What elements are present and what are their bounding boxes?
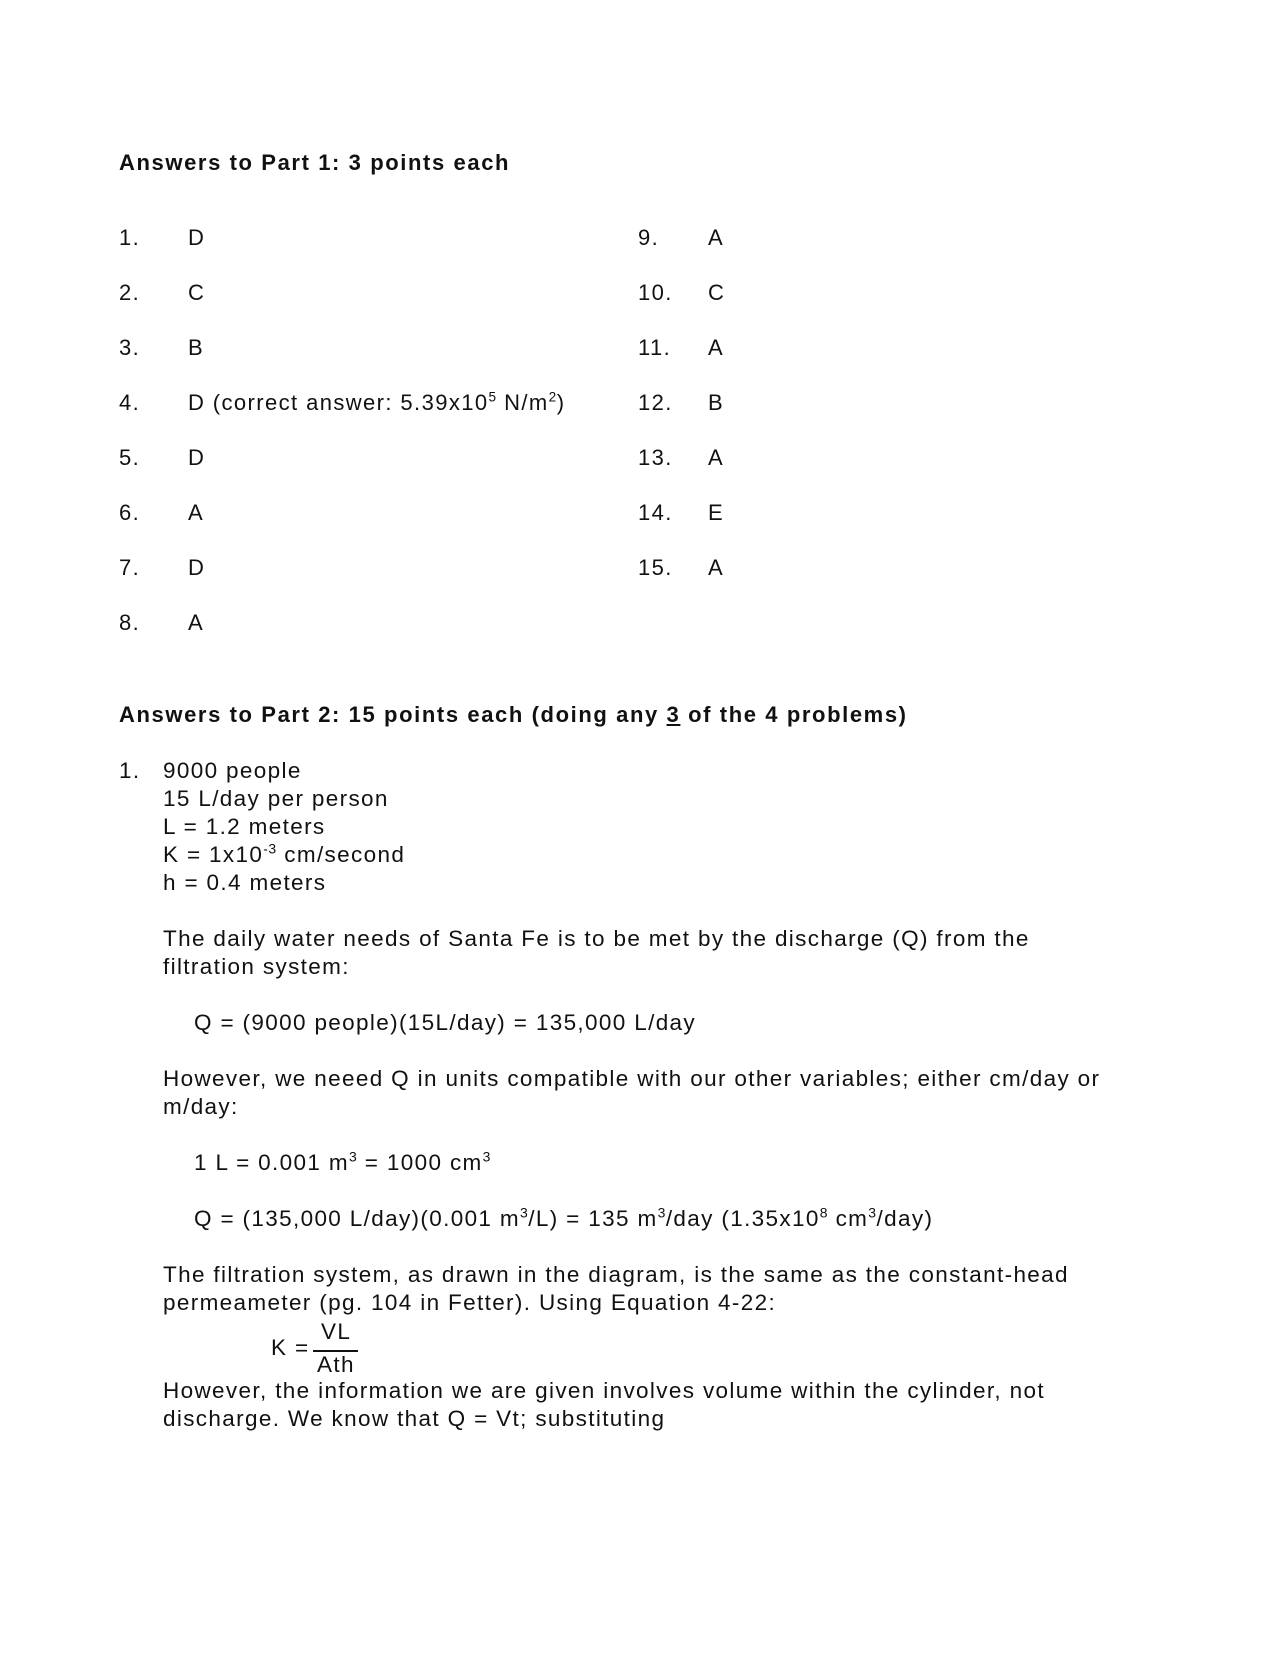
answer-num: 8. (119, 610, 141, 635)
paragraph-line: However, we neeed Q in units compatible with our other variables; either cm/day or (163, 1066, 1101, 1091)
answer-num: 1. (119, 225, 141, 250)
given-length: L = 1.2 meters (163, 814, 326, 839)
answer-value: A (708, 335, 725, 360)
answer-num: 3. (119, 335, 141, 360)
paragraph-line: permeameter (pg. 104 in Fetter). Using Equation 4-22: (163, 1290, 777, 1315)
part2-heading (119, 702, 908, 728)
exponent: 3 (520, 1204, 529, 1221)
heading-text: Answers to Part 2: 15 points each (doing any (119, 702, 667, 727)
answer-text: D (correct answer: 5.39x10 (188, 390, 489, 415)
answer-num: 13. (638, 445, 673, 470)
eq-text: /day) (876, 1206, 934, 1231)
heading-text: of the 4 problems) (680, 702, 908, 727)
exponent: 3 (868, 1204, 877, 1221)
paragraph-line: However, the information we are given involves volume within the cylinder, not (163, 1378, 1045, 1403)
answer-value: C (708, 280, 726, 305)
answer-num: 12. (638, 390, 673, 415)
exponent: 5 (488, 389, 497, 405)
exponent: 2 (548, 389, 557, 405)
answer-value: B (188, 335, 205, 360)
paragraph-line: filtration system: (163, 954, 350, 979)
formula-denominator: Ath (317, 1352, 355, 1377)
answer-value-with-note (188, 390, 565, 416)
answer-value: D (188, 555, 206, 580)
problem-number: 1. (119, 758, 141, 783)
exponent: 8 (819, 1204, 828, 1221)
given-head: h = 0.4 meters (163, 870, 327, 895)
paragraph-line: discharge. We know that Q = Vt; substituting (163, 1406, 666, 1431)
given-conductivity (163, 841, 405, 869)
exponent: 3 (657, 1204, 666, 1221)
answer-value: A (708, 225, 725, 250)
answer-num: 7. (119, 555, 141, 580)
given-rate: 15 L/day per person (163, 786, 389, 811)
paragraph-line: The filtration system, as drawn in the diagram, is the same as the constant-head (163, 1262, 1069, 1287)
equation-discharge-cubic (194, 1205, 933, 1233)
answer-num: 10. (638, 280, 673, 305)
answer-value: E (708, 500, 725, 525)
answer-num: 9. (638, 225, 660, 250)
exponent: 3 (348, 1148, 358, 1165)
eq-text: /L) = 135 m (528, 1206, 658, 1231)
equation-discharge-liters: Q = (9000 people)(15L/day) = 135,000 L/day (194, 1010, 697, 1035)
paragraph-line: m/day: (163, 1094, 239, 1119)
answer-value: C (188, 280, 206, 305)
answer-value: A (708, 555, 725, 580)
given-people: 9000 people (163, 758, 302, 783)
answer-value: B (708, 390, 725, 415)
unit-text: N/m (496, 390, 549, 415)
underlined-number: 3 (666, 702, 681, 727)
k-unit: cm/second (276, 842, 406, 867)
eq-text: cm (827, 1206, 869, 1231)
equation-unit-conversion (194, 1149, 491, 1177)
answer-num: 2. (119, 280, 141, 305)
exponent: 3 (482, 1148, 491, 1165)
formula-numerator: VL (321, 1319, 352, 1344)
answer-num: 4. (119, 390, 141, 415)
answer-value: A (188, 500, 205, 525)
eq-text: /day (1.35x10 (665, 1206, 820, 1231)
answer-value: D (188, 445, 206, 470)
answer-num: 14. (638, 500, 673, 525)
exponent: -3 (263, 840, 277, 857)
k-text: K = 1x10 (163, 842, 264, 867)
eq-text: Q = (135,000 L/day)(0.001 m (194, 1206, 520, 1231)
answer-num: 11. (638, 335, 672, 360)
formula-lhs: K = (271, 1335, 310, 1360)
answer-num: 15. (638, 555, 673, 580)
eq-text: 1 L = 0.001 m (194, 1150, 349, 1175)
answer-num: 5. (119, 445, 141, 470)
eq-text: = 1000 cm (357, 1150, 483, 1175)
answer-value: A (708, 445, 725, 470)
answer-value: A (188, 610, 205, 635)
answer-value: D (188, 225, 206, 250)
answer-num: 6. (119, 500, 141, 525)
part1-heading: Answers to Part 1: 3 points each (119, 150, 511, 175)
paragraph-line: The daily water needs of Santa Fe is to be met by the discharge (Q) from the (163, 926, 1030, 951)
closing-paren: ) (556, 390, 566, 415)
